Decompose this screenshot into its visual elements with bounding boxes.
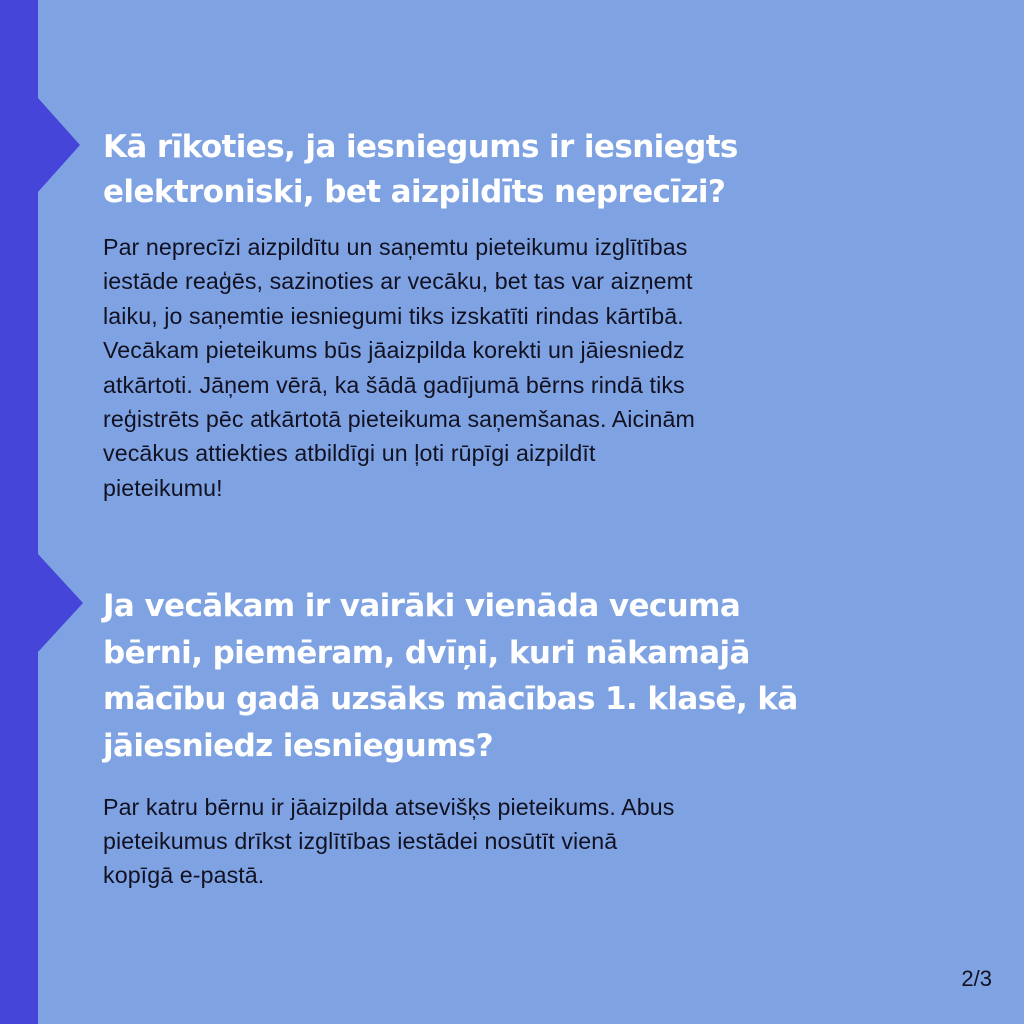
heading-line: Ja vecākam ir vairāki vienāda vecuma bbox=[103, 588, 741, 624]
paragraph-line: Par neprecīzi aizpildītu un saņemtu pieteikumu izglītības bbox=[103, 234, 688, 260]
heading-line: bērni, piemēram, dvīņi, kuri nākamajā bbox=[103, 634, 750, 671]
heading-line: Kā rīkoties, ja iesniegums ir iesniegts bbox=[103, 129, 738, 165]
paragraph-line: pieteikumu! bbox=[103, 474, 223, 501]
paragraph-line: Par katru bērnu ir jāaizpilda atsevišķs pieteikums. Abus bbox=[103, 794, 675, 820]
heading-line: mācību gadā uzsāks mācības 1. klasē, kā bbox=[103, 681, 798, 717]
paragraph-line: kopīgā e-pastā. bbox=[103, 862, 265, 888]
paragraph-line: Vecākam pieteikums būs jāaizpilda korekti un jāiesniedz bbox=[103, 337, 685, 364]
heading-line: jāiesniedz iesniegums? bbox=[103, 727, 494, 764]
paragraph-line: vecākus attiekties atbildīgi un ļoti rūpīgi aizpildīt bbox=[103, 440, 596, 467]
arrow-marker-2 bbox=[38, 554, 83, 652]
arrow-marker-1 bbox=[38, 98, 80, 192]
page-indicator: 2/3 bbox=[961, 966, 992, 991]
question-heading-1 bbox=[103, 125, 738, 215]
paragraph-line: laiku, jo saņemtie iesniegumi tiks izskatīti rindas kārtībā. bbox=[103, 302, 684, 329]
answer-paragraph-1 bbox=[103, 230, 695, 505]
accent-sidebar bbox=[0, 0, 38, 1024]
answer-paragraph-2 bbox=[103, 790, 674, 892]
heading-line: elektroniski, bet aizpildīts neprecīzi? bbox=[103, 174, 726, 210]
paragraph-line: iestāde reaģēs, sazinoties ar vecāku, bet tas var aizņemt bbox=[103, 268, 693, 295]
paragraph-line: reģistrēts pēc atkārtotā pieteikuma saņemšanas. Aicinām bbox=[103, 406, 695, 433]
question-heading-2 bbox=[103, 583, 798, 769]
paragraph-line: atkārtoti. Jāņem vērā, ka šādā gadījumā bērns rindā tiks bbox=[103, 371, 685, 398]
paragraph-line: pieteikumus drīkst izglītības iestādei nosūtīt vienā bbox=[103, 828, 618, 854]
